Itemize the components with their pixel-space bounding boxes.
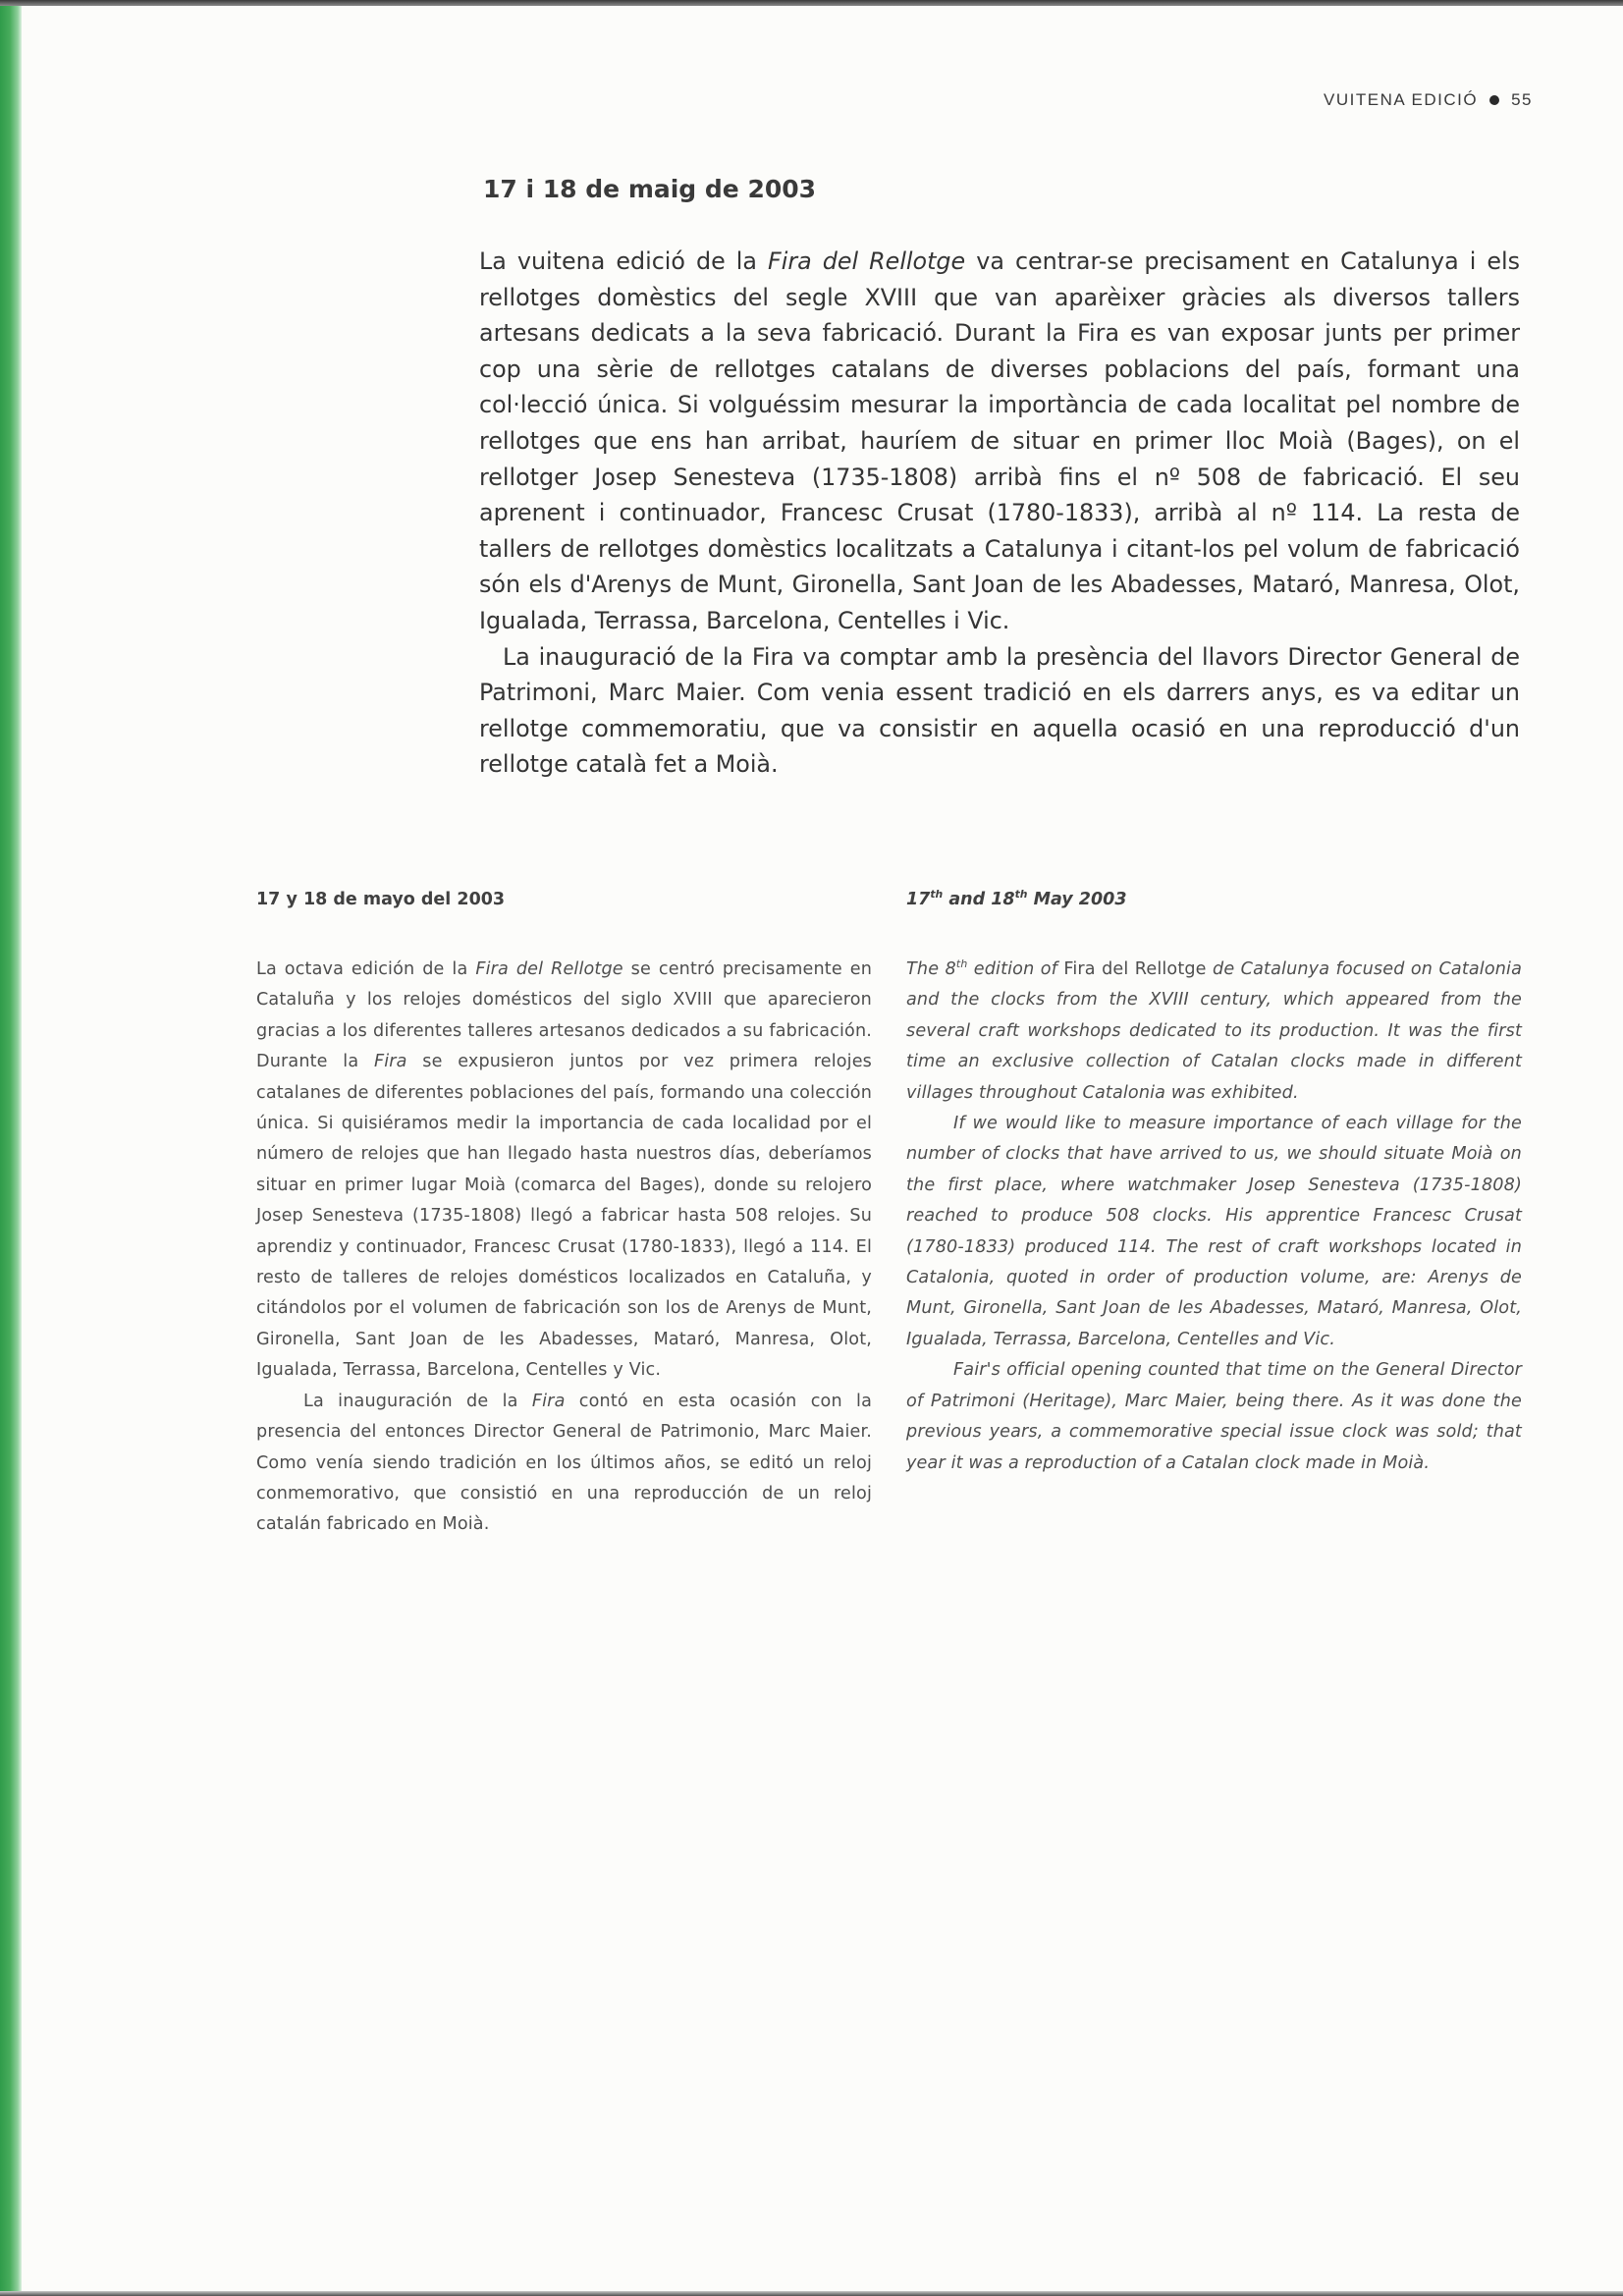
spanish-heading: 17 y 18 de mayo del 2003 xyxy=(256,890,506,909)
english-heading-sup1: th xyxy=(930,888,944,902)
spanish-paragraph-1 xyxy=(256,955,872,1387)
spanish-column xyxy=(256,890,872,1541)
running-title: VUITENA EDICIÓ xyxy=(1324,90,1479,109)
english-heading-day1: 17 xyxy=(906,890,931,909)
english-paragraph-1 xyxy=(906,955,1522,1109)
spanish-p1-text-a: La octava edición de la xyxy=(256,959,476,979)
english-body xyxy=(906,955,1522,1479)
scan-bottom-edge xyxy=(0,2291,1623,2296)
catalan-paragraph-2: La inauguració de la Fira va comptar amb la presència del llavors Director General de Patrimoni, Marc Maier. Com venia essent tradició en els darrers anys, es va editar un rellotge commemoratiu, que va consistir en aquella ocasió en una reproducció d'un rellotge català fet a Moià. xyxy=(479,642,1520,779)
spanish-p1-text-b: se centró precisamente en Cataluña y los relojes domésticos del siglo XVIII que aparecieron gracias a los diferentes talleres artesanos dedicados a su fabricación. Durante la xyxy=(256,959,873,1072)
page-left-edge xyxy=(0,0,22,2296)
catalan-heading: 17 i 18 de maig de 2003 xyxy=(483,175,817,203)
english-p1-text-a: The 8 xyxy=(906,959,956,979)
catalan-p1-text-a: La vuitena edició de la xyxy=(479,247,769,275)
catalan-p1-fair-name: Fira del Rellotge xyxy=(768,247,966,275)
spanish-body xyxy=(256,955,872,1541)
english-heading-sup2: th xyxy=(1014,888,1028,902)
english-heading-day2: and 18 xyxy=(943,890,1015,909)
english-paragraph-3: Fair's official opening counted that time on the General Director of Patrimoni (Heritage), Marc Maier, being there. As it was done the previous years, a commemorative special issue clock was sold; that year it was a reproduction of a Catalan clock made in Moià. xyxy=(906,1360,1522,1473)
catalan-p1-text-b: va centrar-se precisament en Catalunya i els rellotges domèstics del segle XVIII que van aparèixer gràcies als diversos tallers artesans dedicats a la seva fabricació. Durant la Fira es van exposar junts per primer cop una sèrie de rellotges catalans de diverses poblacions del país, formant una col·lecció única. Si volguéssim mesurar la importància de cada localitat pel nombre de rellotges que ens han arribat, hauríem de situar en primer lloc Moià (Bages), on el rellotger Josep Senesteva (1735-1808) arribà fins el nº 508 de fabricació. El seu aprenent i continuador, Francesc Crusat (1780-1833), arribà al nº 114. La resta de tallers de rellotges domèstics localitzats a Catalunya i citant-los pel volum de fabricació són els d'Arenys de Munt, Gironella, Sant Joan de les Abadesses, Mataró, Manresa, Olot, Igualada, Terrassa, Barcelona, Centelles i Vic. xyxy=(479,247,1520,634)
english-heading xyxy=(906,890,1522,911)
english-p1-text-c: de Catalunya focused on Catalonia and the clocks from the XVIII century, which appeared from the several craft workshops dedicated to its production. It was the first time an exclusive collection of Catalan clocks made in different villages throughout Catalonia was exhibited. xyxy=(906,959,1523,1103)
spanish-p2-fair-short: Fira xyxy=(531,1391,566,1411)
spanish-p2-text-a: La inauguración de la xyxy=(303,1391,532,1411)
page-number: 55 xyxy=(1511,90,1533,109)
spanish-paragraph-2 xyxy=(256,1387,872,1541)
bullet-dot-icon xyxy=(1489,95,1499,105)
english-column xyxy=(906,890,1522,1479)
running-header xyxy=(1324,90,1533,110)
spanish-p1-fair-name: Fira del Rellotge xyxy=(475,959,623,979)
spanish-p2-text-b: contó en esta ocasión con la presencia del entonces Director General de Patrimonio, Marc Maier. Como venía siendo tradición en los últimos años, se editó un reloj conmemorativo, que consistió en una reproducción de un reloj catalán fabricado en Moià. xyxy=(256,1391,872,1535)
scan-top-edge xyxy=(0,0,1623,6)
english-p1-text-b: edition of xyxy=(967,959,1064,979)
catalan-paragraph-1 xyxy=(479,244,1520,639)
english-p1-sup: th xyxy=(955,957,968,971)
english-heading-month: May 2003 xyxy=(1027,890,1127,909)
english-paragraph-2: If we would like to measure importance of each village for the number of clocks that have arrived to us, we should situate Moià on the first place, where watchmaker Josep Senesteva (1735-1808) reached to produce 508 clocks. His apprentice Francesc Crusat (1780-1833) produced 114. The rest of craft workshops located in Catalonia, quoted in order of production volume, are: Arenys de Munt, Gironella, Sant Joan de les Abadesses, Mataró, Manresa, Olot, Igualada, Terrassa, Barcelona, Centelles and Vic. xyxy=(906,1114,1522,1349)
spanish-p1-text-c: se expusieron juntos por vez primera relojes catalanes de diferentes poblaciones del país, formando una colección única. Si quisiéramos medir la importancia de cada localidad por el número de relojes que han llegado hasta nuestros días, deberíamos situar en primer lugar Moià (comarca del Bages), donde su relojero Josep Senesteva (1735-1808) llegó a fabricar hasta 508 relojes. Su aprendiz y continuador, Francesc Crusat (1780-1833), llegó a 114. El resto de talleres de relojes domésticos localizados en Cataluña, y citándolos por el volumen de fabricación son los de Arenys de Munt, Gironella, Sant Joan de les Abadesses, Mataró, Manresa, Olot, Igualada, Terrassa, Barcelona, Centelles y Vic. xyxy=(256,1052,872,1381)
spanish-p1-fair-short: Fira xyxy=(373,1052,407,1072)
catalan-body xyxy=(479,244,1520,783)
english-p1-fair-name: Fira del Rellotge xyxy=(1063,959,1207,979)
